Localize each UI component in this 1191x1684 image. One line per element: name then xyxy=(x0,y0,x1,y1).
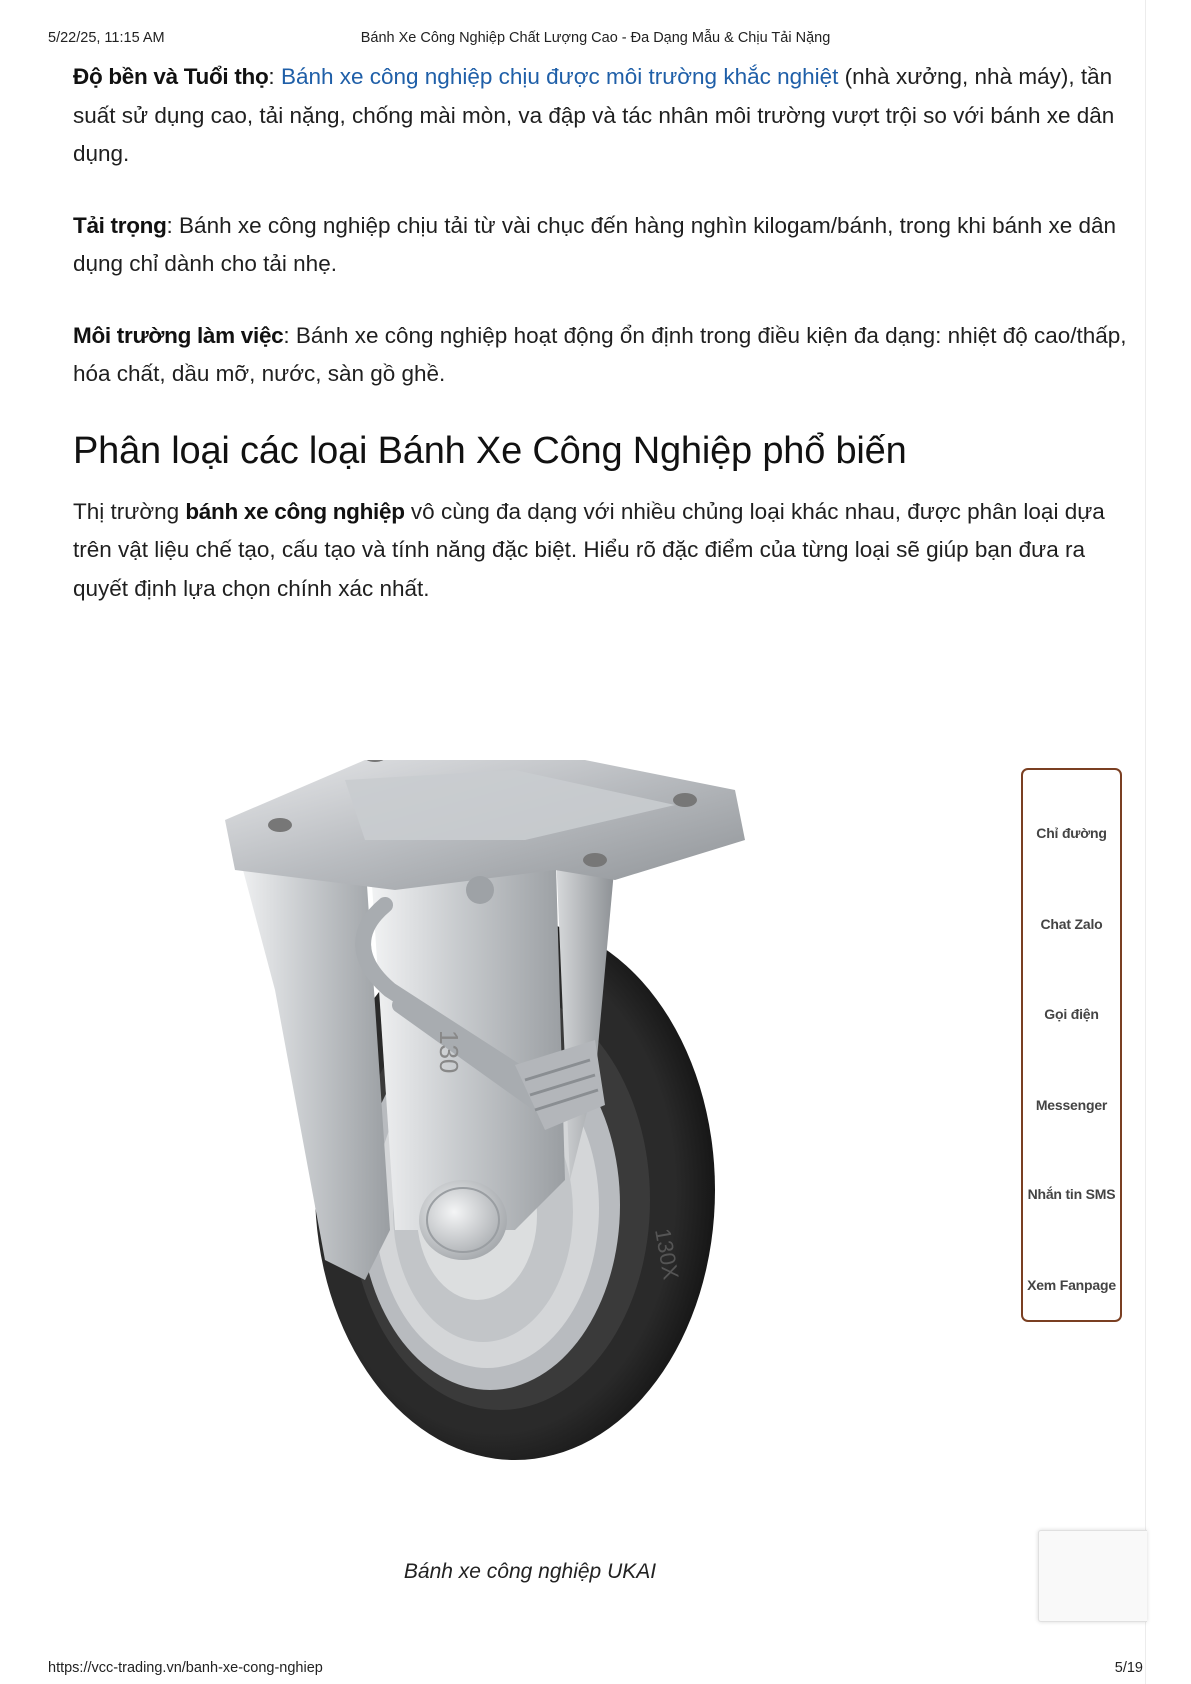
load-text: : Bánh xe công nghiệp chịu tải từ vài chục đến hàng nghìn kilogam/bánh, trong khi bánh xe dân dụng chỉ dành cho tải nhẹ. xyxy=(73,212,1117,276)
bolt-hole-3 xyxy=(268,818,292,832)
messenger-button[interactable]: Messenger xyxy=(1035,1097,1108,1113)
intro-bold: bánh xe công nghiệp xyxy=(185,498,405,524)
fork-leg-front xyxy=(235,840,390,1280)
fork-marking: 130 xyxy=(434,1030,464,1074)
durability-paragraph xyxy=(73,58,1133,174)
nut xyxy=(466,876,494,904)
directions-button[interactable]: Chỉ đường xyxy=(1036,825,1107,841)
article-body xyxy=(73,58,1133,641)
section-heading: Phân loại các loại Bánh Xe Công Nghiệp phổ biến xyxy=(73,429,907,472)
print-header xyxy=(0,30,1191,50)
contact-bar xyxy=(1021,768,1122,1322)
durability-separator: : xyxy=(268,64,281,89)
print-page-title: Bánh Xe Công Nghiệp Chất Lượng Cao - Đa Dạng Mẫu & Chịu Tải Nặng xyxy=(360,30,831,46)
axle-hub xyxy=(419,1180,507,1260)
call-button[interactable]: Gọi điện xyxy=(1044,1006,1099,1022)
tire-marking: 130X xyxy=(650,1226,684,1282)
bolt-hole-2 xyxy=(673,793,697,807)
page-indicator: 5/19 xyxy=(1114,1660,1143,1676)
load-label: Tải trọng xyxy=(73,212,167,238)
bolt-hole-4 xyxy=(583,853,607,867)
sms-button[interactable]: Nhắn tin SMS xyxy=(1027,1186,1116,1202)
page-edge-divider xyxy=(1145,0,1146,1684)
intro-before: Thị trường xyxy=(73,498,186,524)
recaptcha-badge[interactable] xyxy=(1038,1530,1147,1622)
fanpage-button[interactable]: Xem Fanpage xyxy=(1027,1277,1116,1293)
durability-link[interactable]: Bánh xe công nghiệp chịu được môi trường khắc nghiệt xyxy=(280,64,839,89)
environment-label: Môi trường làm việc xyxy=(73,322,284,348)
durability-label: Độ bền và Tuổi thọ xyxy=(73,64,269,89)
chat-zalo-button[interactable]: Chat Zalo xyxy=(1040,916,1103,932)
environment-paragraph xyxy=(73,317,1133,394)
environment-text: : Bánh xe công nghiệp hoạt động ổn định trong điều kiện đa dạng: nhiệt độ cao/thấp, hóa chất, dầu mỡ, nước, sàn gồ ghề. xyxy=(73,322,1127,386)
caster-wheel-image xyxy=(215,760,835,1480)
print-url: https://vcc-trading.vn/banh-xe-cong-nghiep xyxy=(48,1660,323,1676)
caster-wheel-illustration xyxy=(215,760,835,1480)
figure-caption: Bánh xe công nghiệp UKAI xyxy=(403,1560,657,1583)
load-paragraph xyxy=(73,207,1133,284)
intro-paragraph xyxy=(73,493,1133,609)
durability-text: (nhà xưởng, nhà máy), tần suất sử dụng cao, tải nặng, chống mài mòn, va đập và tác nhân môi trường vượt trội so với bánh xe dân dụng. xyxy=(73,64,1115,166)
print-datetime: 5/22/25, 11:15 AM xyxy=(48,30,165,46)
intro-after: vô cùng đa dạng với nhiều chủng loại khác nhau, được phân loại dựa trên vật liệu chế tạo, cấu tạo và tính năng đặc biệt. Hiểu rõ đặc điểm của từng loại sẽ giúp bạn đưa ra quyết định lựa chọn chính xác nhất. xyxy=(73,498,1105,601)
